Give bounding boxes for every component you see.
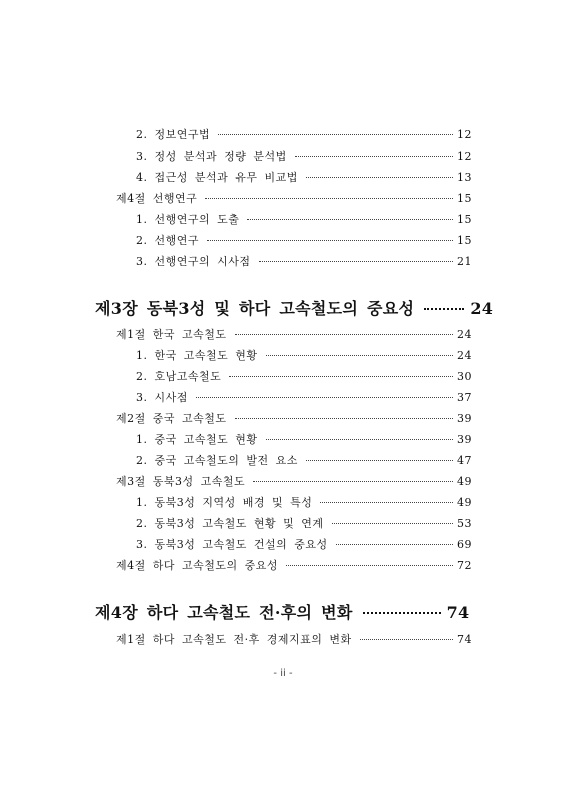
- toc-entry-page: 15: [457, 213, 472, 226]
- dot-leader: [266, 355, 454, 356]
- toc-entry-title: 제1절 한국 고속철도: [116, 328, 227, 341]
- toc-entry-title: 3. 시사점: [136, 391, 188, 404]
- dot-leader: [286, 565, 453, 566]
- toc-entry-page: 15: [457, 234, 472, 247]
- toc-entry-page: 47: [457, 454, 472, 467]
- toc-entry-page: 53: [457, 517, 472, 530]
- toc-entry[interactable]: [136, 169, 472, 185]
- toc-entry[interactable]: [136, 452, 472, 468]
- dot-leader: [235, 334, 454, 335]
- toc-entry[interactable]: [136, 232, 472, 248]
- toc-entry-title: 3. 정성 분석과 정량 분석법: [136, 150, 287, 163]
- dot-leader: [306, 177, 453, 178]
- toc-entry-title: 1. 한국 고속철도 현황: [136, 349, 258, 362]
- toc-entry[interactable]: [116, 410, 472, 426]
- toc-entry-page: 72: [457, 559, 472, 572]
- toc-entry-title: 제4절 선행연구: [116, 192, 198, 205]
- dot-leader: [253, 481, 453, 482]
- toc-entry-page: 21: [457, 255, 472, 268]
- dot-leader: [295, 156, 453, 157]
- toc-chapter[interactable]: [95, 600, 472, 623]
- toc-entry-page: 15: [457, 192, 472, 205]
- toc-entry[interactable]: [136, 431, 472, 447]
- toc-entry-page: 74: [457, 633, 472, 646]
- dot-leader: [235, 418, 454, 419]
- toc-entry-page: 24: [457, 328, 472, 341]
- toc-entry-title: 제3절 동북3성 고속철도: [116, 475, 246, 488]
- toc-entry-title: 2. 중국 고속철도의 발전 요소: [136, 454, 298, 467]
- toc-entry-page: 39: [457, 433, 472, 446]
- toc-entry[interactable]: [116, 326, 472, 342]
- toc-chapter[interactable]: [95, 296, 494, 319]
- toc-entry-title: 2. 호남고속철도: [136, 370, 222, 383]
- toc-entry-title: 1. 동북3성 지역성 배경 및 특성: [136, 496, 313, 509]
- toc-entry[interactable]: [136, 389, 472, 405]
- toc-entry-title: 3. 선행연구의 시사점: [136, 255, 251, 268]
- toc-entry[interactable]: [116, 631, 472, 647]
- toc-entry-page: 12: [457, 150, 472, 163]
- dot-leader: [306, 460, 453, 461]
- toc-entry-title: 제2절 중국 고속철도: [116, 412, 227, 425]
- toc-entry-page: 13: [457, 171, 472, 184]
- toc-entry[interactable]: [136, 253, 472, 269]
- toc-entry[interactable]: [136, 368, 472, 384]
- toc-entry[interactable]: [116, 557, 472, 573]
- dot-leader: [320, 502, 453, 503]
- toc-chapter-page: 74: [446, 603, 470, 622]
- toc-entry[interactable]: [136, 126, 472, 142]
- dot-leader: [207, 240, 453, 241]
- toc-entry[interactable]: [136, 494, 472, 510]
- toc-entry-page: 24: [457, 349, 472, 362]
- toc-chapter-title: 제4장 하다 고속철도 전·후의 변화: [95, 603, 353, 622]
- toc-entry[interactable]: [116, 190, 472, 206]
- page-number-footer: - ii -: [273, 668, 293, 679]
- dot-leader: [363, 612, 441, 614]
- toc-entry[interactable]: [136, 515, 472, 531]
- toc-entry-title: 1. 선행연구의 도출: [136, 213, 240, 226]
- toc-entry-page: 12: [457, 128, 472, 141]
- toc-entry[interactable]: [136, 148, 472, 164]
- toc-entry-page: 49: [457, 496, 472, 509]
- toc-entry-page: 69: [457, 538, 472, 551]
- toc-entry-title: 2. 동북3성 고속철도 현황 및 연계: [136, 517, 324, 530]
- dot-leader: [336, 544, 453, 545]
- dot-leader: [266, 439, 454, 440]
- toc-entry-title: 제1절 하다 고속철도 전·후 경제지표의 변화: [116, 633, 352, 646]
- toc-entry-title: 2. 정보연구법: [136, 128, 211, 141]
- toc-entry-page: 49: [457, 475, 472, 488]
- toc-chapter-page: 24: [470, 299, 494, 318]
- toc-entry-page: 37: [457, 391, 472, 404]
- dot-leader: [332, 523, 454, 524]
- toc-entry-title: 3. 동북3성 고속철도 건설의 중요성: [136, 538, 328, 551]
- toc-entry-title: 1. 중국 고속철도 현황: [136, 433, 258, 446]
- toc-chapter-title: 제3장 동북3성 및 하다 고속철도의 중요성: [95, 299, 415, 318]
- dot-leader: [360, 639, 453, 640]
- dot-leader: [196, 397, 453, 398]
- toc-entry-title: 제4절 하다 고속철도의 중요성: [116, 559, 278, 572]
- toc-entry[interactable]: [136, 536, 472, 552]
- toc-entry-page: 30: [457, 370, 472, 383]
- toc-entry[interactable]: [116, 473, 472, 489]
- dot-leader: [205, 198, 453, 199]
- toc-entry-title: 4. 접근성 분석과 유무 비교법: [136, 171, 298, 184]
- toc-entry-title: 2. 선행연구: [136, 234, 199, 247]
- dot-leader: [259, 261, 454, 262]
- dot-leader: [247, 219, 453, 220]
- toc-entry[interactable]: [136, 211, 472, 227]
- dot-leader: [424, 308, 464, 310]
- dot-leader: [218, 134, 453, 135]
- toc-entry[interactable]: [136, 347, 472, 363]
- toc-entry-page: 39: [457, 412, 472, 425]
- dot-leader: [229, 376, 453, 377]
